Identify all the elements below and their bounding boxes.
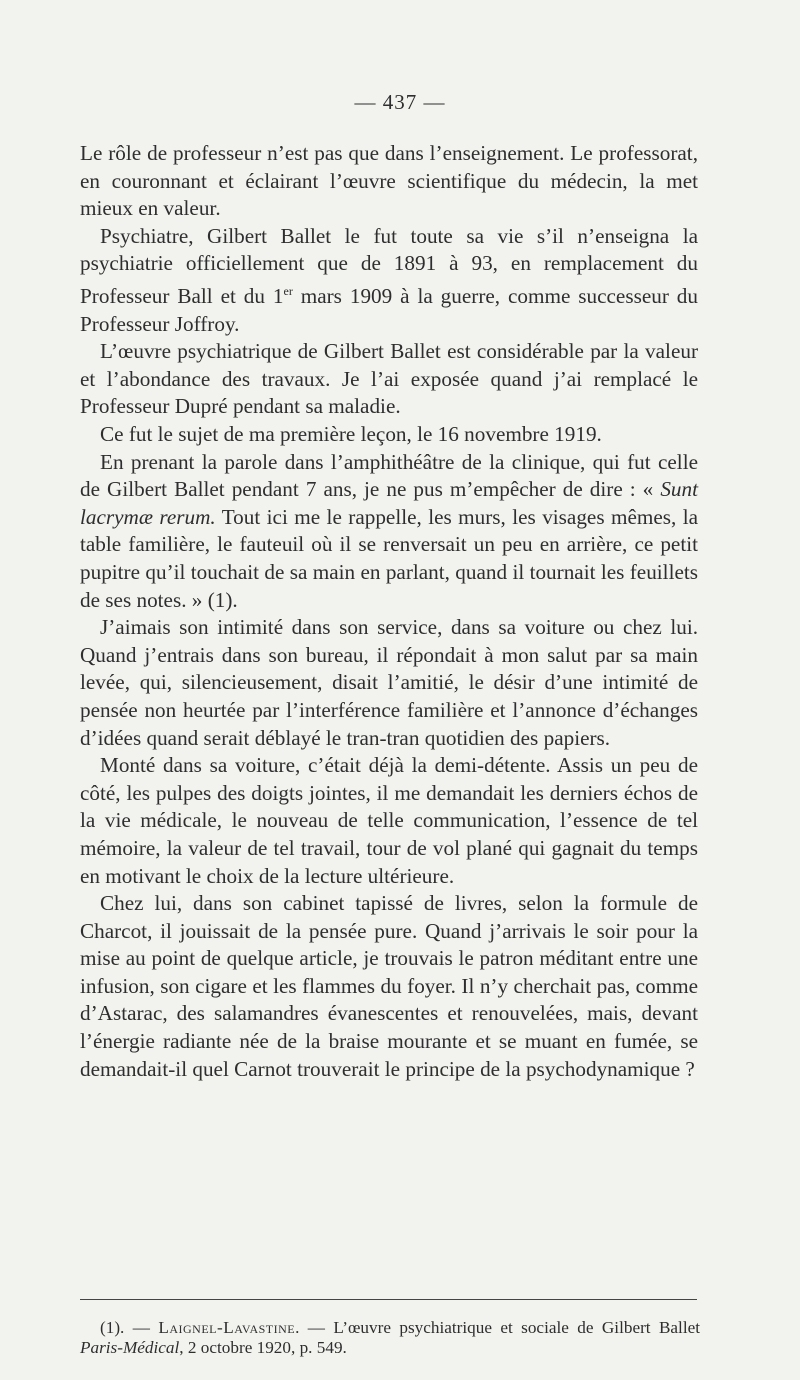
footnote-title: . — L’œuvre psychiatrique et sociale de Gilbert Ballet — [295, 1318, 701, 1337]
paragraph-psychiatrist — [80, 223, 698, 338]
quote-continuation: Tout ici me le rappelle, les murs, les visages mêmes, la table familière, le fauteuil où il se renversait un peu en arrière, ce petit pupitre qu’il touchait de sa main en parlant, quand il tournait les feuillets de ses notes. » (1). — [80, 504, 698, 612]
paragraph-psychiatrist-text-2: mars 1909 à la guerre, comme successeur du Professeur Joffroy. — [80, 284, 698, 336]
page-number: — 437 — — [354, 90, 446, 114]
paragraph-first-lesson: Ce fut le sujet de ma première leçon, le 16 novembre 1919. — [100, 422, 602, 446]
paragraph-psychiatrist-text-1: Psychiatre, Gilbert Ballet le fut toute sa vie s’il n’enseigna la psychiatrie officiellement que de 1891 à 93, en remplacement du Professeur Ball et du 1 — [80, 223, 698, 309]
quote-lead-in: En prenant la parole dans l’amphithéâtre de la clinique, qui fut celle de Gilbert Ballet pendant 7 ans, je ne pus m’empêcher de dire : « — [80, 449, 698, 502]
latin-quote: Sunt lacrymæ rerum. — [80, 477, 698, 529]
paragraph-professorship: Le rôle de professeur n’est pas que dans l’enseignement. Le professorat, en couronnant et éclairant l’œuvre scientifique du médecin, la met mieux en valeur. — [80, 141, 698, 221]
paragraph-study: Chez lui, dans son cabinet tapissé de livres, selon la formule de Charcot, il jouissait de la pensée pure. Quand j’arrivais le soir pour la mise au point de quelque article, je trouvais le patron méditant entre une infusion, son cigare et les flammes du foyer. Il n’y cherchait pas, comme d’Astarac, des salamandres évanescentes et renouvelées, mais, devant l’énergie radiante née de la braise mourante et se muant en fumée, se demandait-il quel Carnot trouverait le principe de la psychodynamique ? — [80, 891, 698, 1081]
footnote-divider — [80, 1299, 697, 1300]
paragraph-amphitheatre — [80, 449, 698, 615]
ordinal-superscript: er — [283, 283, 293, 298]
paragraph-carriage: Monté dans sa voiture, c’était déjà la demi-détente. Assis un peu de côté, les pulpes des doigts jointes, il me demandait les derniers échos de la vie médicale, le nouveau de telle communication, l’essence de tel mémoire, la valeur de tel travail, tour de vol plané qui gagnait du temps en motivant le choix de la lecture ultérieure. — [80, 753, 698, 888]
footnote-date: , 2 octobre 1920, p. 549. — [179, 1338, 347, 1357]
paragraph-psychiatric-work: L’œuvre psychiatrique de Gilbert Ballet est considérable par la valeur et l’abondance des travaux. Je l’ai exposée quand j’ai remplacé le Professeur Dupré pendant sa maladie. — [80, 339, 698, 419]
body-text — [80, 140, 698, 1083]
footnote — [80, 1318, 700, 1358]
footnote-journal: Paris-Médical — [80, 1338, 180, 1357]
footnote-marker: (1). — — [100, 1318, 159, 1337]
paragraph-intimacy: J’aimais son intimité dans son service, dans sa voiture ou chez lui. Quand j’entrais dans son bureau, il répondait à mon salut par sa main levée, qui, silencieusement, disait l’amitié, le désir d’une intimité de pensée non heurtée par l’interférence familière et l’annonce d’échanges d’idées quand serait déblayé le tran-tran quotidien des papiers. — [80, 615, 698, 750]
footnote-author: Laignel-Lavastine — [158, 1318, 296, 1337]
